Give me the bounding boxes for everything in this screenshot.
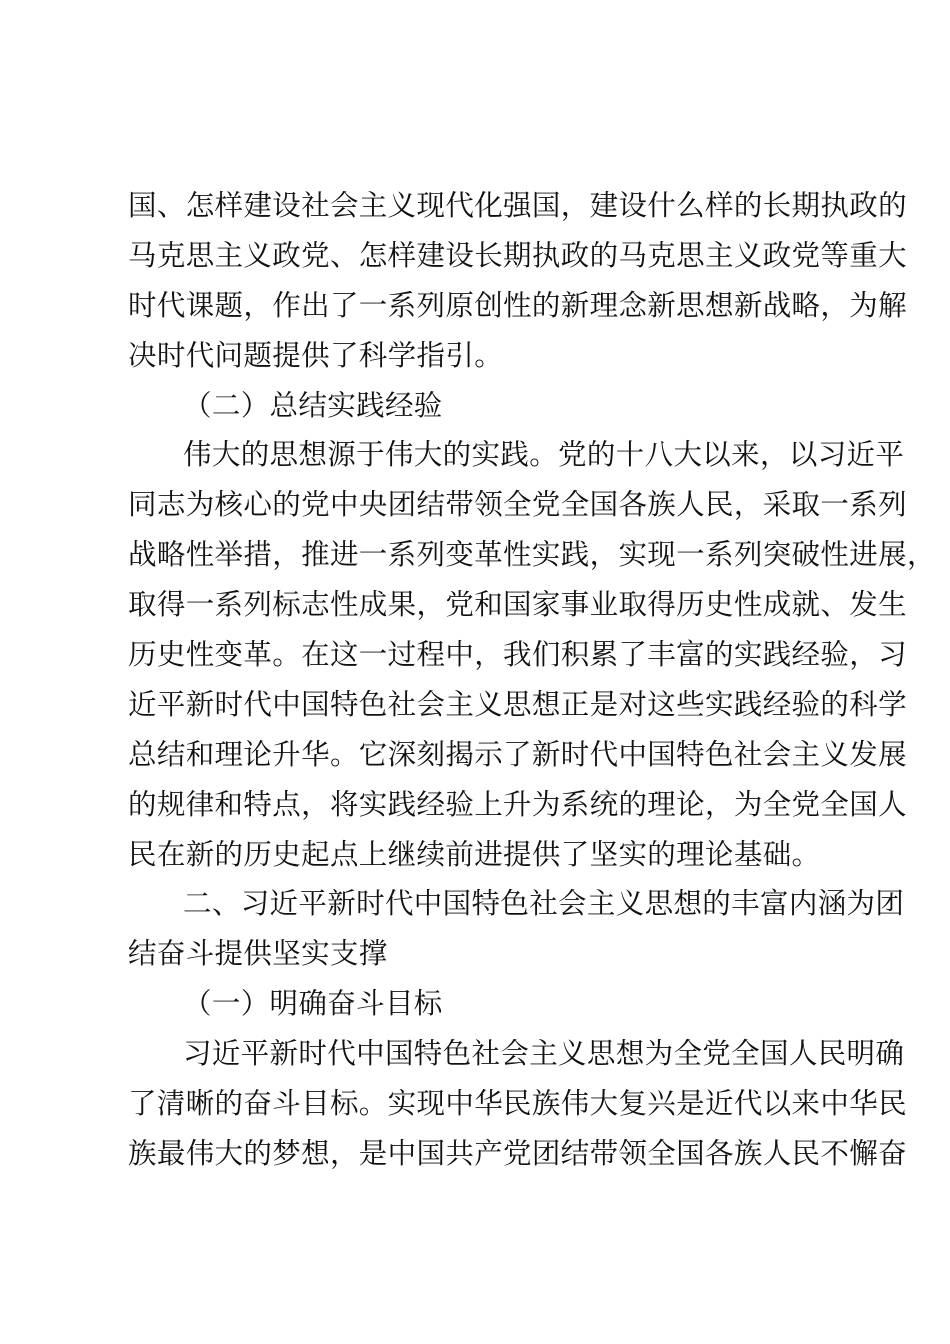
text-line: 战略性举措，推进一系列变革性实践，实现一系列突破性进展， xyxy=(128,538,936,572)
text-line: 的规律和特点，将实践经验上升为系统的理论，为全党全国人 xyxy=(128,787,907,821)
text-line: 决时代问题提供了科学指引。 xyxy=(128,338,504,372)
text-line: 结奋斗提供坚实支撑 xyxy=(128,937,388,971)
text-line: 总结和理论升华。它深刻揭示了新时代中国特色社会主义发展 xyxy=(128,737,907,771)
text-line: 时代课题，作出了一系列原创性的新理念新思想新战略，为解 xyxy=(128,288,907,322)
text-line: （一）明确奋斗目标 xyxy=(183,987,443,1021)
text-line: 历史性变革。在这一过程中，我们积累了丰富的实践经验，习 xyxy=(128,638,907,672)
text-line: 近平新时代中国特色社会主义思想正是对这些实践经验的科学 xyxy=(128,687,907,721)
text-line: 习近平新时代中国特色社会主义思想为全党全国人民明确 xyxy=(183,1037,905,1071)
text-line: 伟大的思想源于伟大的实践。党的十八大以来，以习近平 xyxy=(183,438,905,472)
text-line: 同志为核心的党中央团结带领全党全国各族人民，采取一系列 xyxy=(128,488,907,522)
text-line: 族最伟大的梦想，是中国共产党团结带领全国各族人民不懈奋 xyxy=(128,1136,907,1170)
text-line: 马克思主义政党、怎样建设长期执政的马克思主义政党等重大 xyxy=(128,238,907,272)
text-line: 民在新的历史起点上继续前进提供了坚实的理论基础。 xyxy=(128,837,821,871)
text-line: 国、怎样建设社会主义现代化强国，建设什么样的长期执政的 xyxy=(128,189,907,222)
text-line: 取得一系列标志性成果，党和国家事业取得历史性成就、发生 xyxy=(128,588,907,622)
text-line: （二）总结实践经验 xyxy=(183,388,443,422)
document-body xyxy=(128,181,936,1179)
text-line: 了清晰的奋斗目标。实现中华民族伟大复兴是近代以来中华民 xyxy=(128,1087,907,1121)
text-line: 二、习近平新时代中国特色社会主义思想的丰富内涵为团 xyxy=(183,887,905,921)
